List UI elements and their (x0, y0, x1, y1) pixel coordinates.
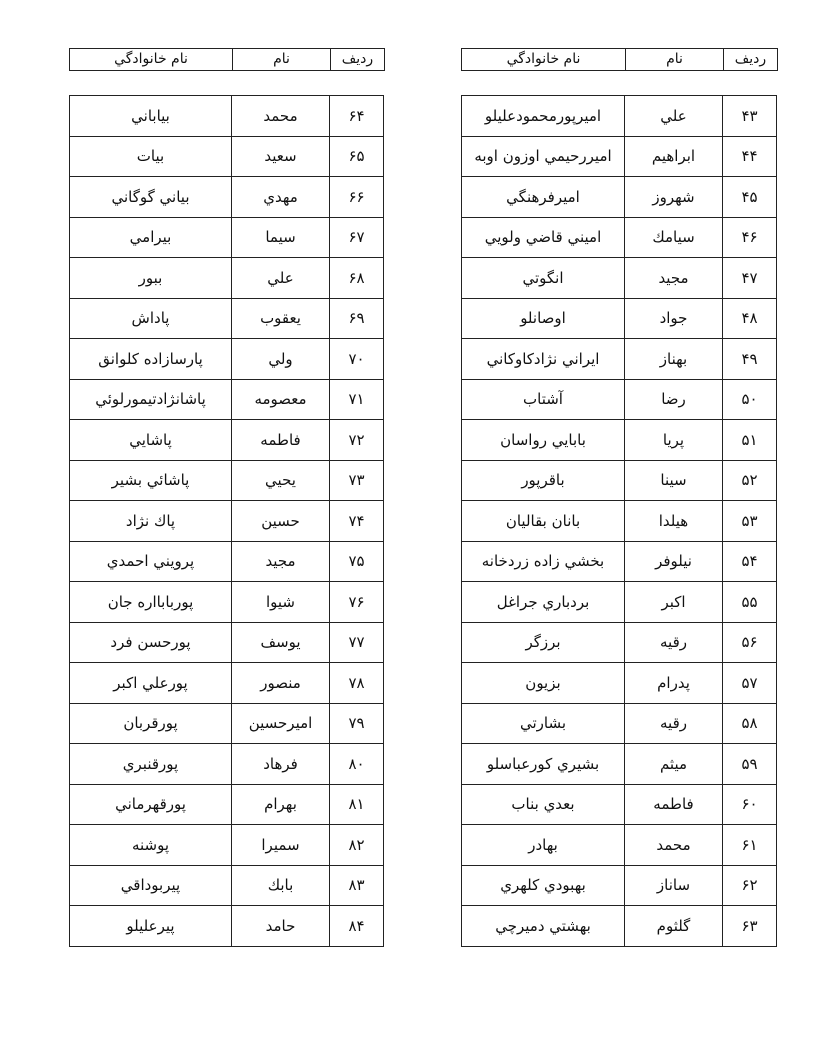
table-row (70, 663, 384, 704)
table-row (462, 622, 777, 663)
row-number: ۷۸ (330, 663, 384, 704)
table-row (462, 784, 777, 825)
right-table-header (461, 48, 778, 71)
first-name: منصور (232, 663, 330, 704)
family-name: پورقهرماني (70, 784, 232, 825)
row-number: ۸۳ (330, 865, 384, 906)
row-number: ۵۷ (723, 663, 777, 704)
family-name: پيربوداقي (70, 865, 232, 906)
table-row (70, 379, 384, 420)
family-name: بياباني (70, 96, 232, 137)
first-name: مجيد (232, 541, 330, 582)
table-row (462, 541, 777, 582)
family-name: اوصانلو (462, 298, 625, 339)
table-row (70, 744, 384, 785)
table-row (70, 906, 384, 947)
family-name: بهشتي دميرچي (462, 906, 625, 947)
table-row (70, 825, 384, 866)
row-number: ۷۴ (330, 501, 384, 542)
table-row (462, 460, 777, 501)
first-name: جواد (625, 298, 723, 339)
row-number: ۵۵ (723, 582, 777, 623)
row-number: ۴۹ (723, 339, 777, 380)
family-name: پوشنه (70, 825, 232, 866)
family-name: ايراني نژادكاوكاني (462, 339, 625, 380)
header-family: نام خانوادگي (70, 49, 233, 71)
first-name: ولي (232, 339, 330, 380)
header-num: رديف (331, 49, 385, 71)
row-number: ۶۰ (723, 784, 777, 825)
first-name: رقيه (625, 703, 723, 744)
table-row (462, 339, 777, 380)
table-row (462, 906, 777, 947)
family-name: بزيون (462, 663, 625, 704)
table-row (70, 96, 384, 137)
row-number: ۶۴ (330, 96, 384, 137)
family-name: بهبودي كلهري (462, 865, 625, 906)
table-row (462, 298, 777, 339)
table-row (70, 622, 384, 663)
row-number: ۵۰ (723, 379, 777, 420)
family-name: پرويني احمدي (70, 541, 232, 582)
row-number: ۶۱ (723, 825, 777, 866)
first-name: سيما (232, 217, 330, 258)
table-row (462, 420, 777, 461)
row-number: ۵۴ (723, 541, 777, 582)
family-name: پورقنبري (70, 744, 232, 785)
row-number: ۴۴ (723, 136, 777, 177)
row-number: ۵۹ (723, 744, 777, 785)
row-number: ۶۹ (330, 298, 384, 339)
family-name: پاك نژاد (70, 501, 232, 542)
row-number: ۴۸ (723, 298, 777, 339)
first-name: سعيد (232, 136, 330, 177)
row-number: ۶۲ (723, 865, 777, 906)
table-row (70, 339, 384, 380)
row-number: ۷۳ (330, 460, 384, 501)
first-name: ميثم (625, 744, 723, 785)
first-name: رقيه (625, 622, 723, 663)
table-row (70, 298, 384, 339)
first-name: حسين (232, 501, 330, 542)
first-name: اميرحسين (232, 703, 330, 744)
first-name: بهناز (625, 339, 723, 380)
first-name: معصومه (232, 379, 330, 420)
family-name: پاداش (70, 298, 232, 339)
table-row (70, 582, 384, 623)
family-name: بشيري كورعباسلو (462, 744, 625, 785)
first-name: سميرا (232, 825, 330, 866)
row-number: ۶۵ (330, 136, 384, 177)
row-number: ۸۲ (330, 825, 384, 866)
row-number: ۴۳ (723, 96, 777, 137)
table-row (70, 460, 384, 501)
first-name: مهدي (232, 177, 330, 218)
table-row (462, 865, 777, 906)
row-number: ۷۰ (330, 339, 384, 380)
row-number: ۷۹ (330, 703, 384, 744)
table-row (70, 177, 384, 218)
row-number: ۸۱ (330, 784, 384, 825)
first-name: ساناز (625, 865, 723, 906)
row-number: ۷۲ (330, 420, 384, 461)
family-name: بانان بقاليان (462, 501, 625, 542)
first-name: پريا (625, 420, 723, 461)
first-name: رضا (625, 379, 723, 420)
family-name: بعدي بناب (462, 784, 625, 825)
family-name: پارسازاده كلوانق (70, 339, 232, 380)
family-name: بيات (70, 136, 232, 177)
table-row (462, 663, 777, 704)
row-number: ۷۱ (330, 379, 384, 420)
family-name: پاشايي (70, 420, 232, 461)
table-row (462, 744, 777, 785)
first-name: بابك (232, 865, 330, 906)
first-name: شهروز (625, 177, 723, 218)
first-name: بهرام (232, 784, 330, 825)
table-row (70, 501, 384, 542)
first-name: ابراهيم (625, 136, 723, 177)
table-row (70, 136, 384, 177)
family-name: بخشي زاده زردخانه (462, 541, 625, 582)
table-row (70, 258, 384, 299)
first-name: علي (232, 258, 330, 299)
family-name: پاشائي بشير (70, 460, 232, 501)
family-name: پورحسن فرد (70, 622, 232, 663)
family-name: پيرعليلو (70, 906, 232, 947)
table-row (462, 96, 777, 137)
family-name: باقرپور (462, 460, 625, 501)
row-number: ۸۰ (330, 744, 384, 785)
first-name: پدرام (625, 663, 723, 704)
header-family: نام خانوادگي (462, 49, 626, 71)
row-number: ۵۶ (723, 622, 777, 663)
row-number: ۷۶ (330, 582, 384, 623)
row-number: ۶۶ (330, 177, 384, 218)
table-row (70, 541, 384, 582)
table-row (462, 501, 777, 542)
table-row (462, 258, 777, 299)
family-name: بردباري جراغل (462, 582, 625, 623)
first-name: يحيي (232, 460, 330, 501)
family-name: پورقربان (70, 703, 232, 744)
row-number: ۴۷ (723, 258, 777, 299)
first-name: فرهاد (232, 744, 330, 785)
left-table-header (69, 48, 385, 71)
first-name: گلثوم (625, 906, 723, 947)
first-name: اكبر (625, 582, 723, 623)
table-row (70, 703, 384, 744)
first-name: يعقوب (232, 298, 330, 339)
table-row (70, 420, 384, 461)
header-name: نام (233, 49, 331, 71)
table-row (462, 582, 777, 623)
family-name: بابايي رواسان (462, 420, 625, 461)
family-name: اميرفرهنگي (462, 177, 625, 218)
family-name: آشتاب (462, 379, 625, 420)
header-name: نام (626, 49, 724, 71)
first-name: محمد (625, 825, 723, 866)
table-row (70, 865, 384, 906)
first-name: فاطمه (232, 420, 330, 461)
row-number: ۷۵ (330, 541, 384, 582)
first-name: حامد (232, 906, 330, 947)
family-name: انگوتي (462, 258, 625, 299)
first-name: علي (625, 96, 723, 137)
first-name: محمد (232, 96, 330, 137)
row-number: ۸۴ (330, 906, 384, 947)
family-name: بشارتي (462, 703, 625, 744)
family-name: بهادر (462, 825, 625, 866)
row-number: ۵۱ (723, 420, 777, 461)
first-name: سيامك (625, 217, 723, 258)
table-row (462, 379, 777, 420)
table-row (70, 784, 384, 825)
table-row (462, 825, 777, 866)
table-row (462, 217, 777, 258)
family-name: پوربابااره جان (70, 582, 232, 623)
first-name: شيوا (232, 582, 330, 623)
family-name: اميررحيمي اوزون اوبه (462, 136, 625, 177)
family-name: اميرپورمحمودعليلو (462, 96, 625, 137)
family-name: بيرامي (70, 217, 232, 258)
row-number: ۵۸ (723, 703, 777, 744)
first-name: يوسف (232, 622, 330, 663)
family-name: پاشانژادتيمورلوئي (70, 379, 232, 420)
row-number: ۶۷ (330, 217, 384, 258)
left-table (69, 95, 384, 947)
family-name: ببور (70, 258, 232, 299)
header-num: رديف (724, 49, 778, 71)
row-number: ۴۵ (723, 177, 777, 218)
first-name: هيلدا (625, 501, 723, 542)
row-number: ۵۲ (723, 460, 777, 501)
first-name: سينا (625, 460, 723, 501)
row-number: ۶۳ (723, 906, 777, 947)
first-name: فاطمه (625, 784, 723, 825)
row-number: ۶۸ (330, 258, 384, 299)
right-table (461, 95, 777, 947)
table-row (462, 136, 777, 177)
table-row (462, 177, 777, 218)
first-name: مجيد (625, 258, 723, 299)
first-name: نيلوفر (625, 541, 723, 582)
family-name: اميني قاضي ولويي (462, 217, 625, 258)
table-row (462, 703, 777, 744)
row-number: ۵۳ (723, 501, 777, 542)
family-name: برزگر (462, 622, 625, 663)
row-number: ۴۶ (723, 217, 777, 258)
family-name: بياني گوگاني (70, 177, 232, 218)
family-name: پورعلي اكبر (70, 663, 232, 704)
row-number: ۷۷ (330, 622, 384, 663)
table-row (70, 217, 384, 258)
